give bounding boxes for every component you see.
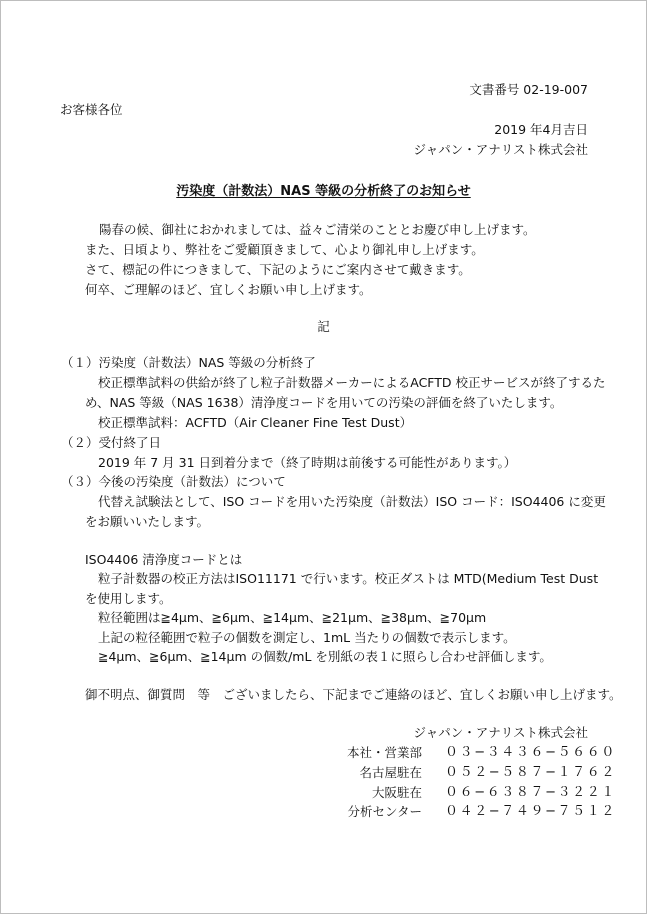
contact-phone: ０６−６３８７−３２２１ — [445, 785, 616, 800]
contact-label: 名古屋駐在 — [359, 765, 422, 780]
contact-phone: ０５２−５８７−１７６２ — [445, 765, 616, 780]
greeting-line-1: 陽春の候、御社におかれましては、益々ご清栄のこととお慶び申し上げます。 — [99, 222, 536, 237]
iso-line-5: ≧4μm、≧6μm、≧14μm の個数/mL を別紙の表１に照らし合わせ評価します。 — [98, 649, 552, 664]
iso-line-2: を使用します。 — [85, 591, 172, 606]
issue-date: 2019 年4月吉日 — [494, 122, 588, 137]
document-title — [1, 180, 646, 199]
closing-line: 御不明点、御質問 等 ございましたら、下記までご連絡のほど、宜しくお願い申し上げます。 — [85, 687, 622, 702]
contact-company: ジャパン・アナリスト株式会社 — [413, 725, 588, 740]
contact-label: 分析センター — [347, 804, 422, 819]
contact-row-osaka — [1, 785, 646, 802]
section-1-line-1: 校正標準試料の供給が終了し粒子計数器メーカーによるACFTD 校正サービスが終了するた — [98, 375, 606, 390]
document-title-text: 汚染度（計数法）NAS 等級の分析終了のお知らせ — [176, 184, 471, 199]
section-1-heading: （１）汚染度（計数法）NAS 等級の分析終了 — [61, 355, 316, 370]
iso-heading: ISO4406 清浄度コードとは — [85, 552, 243, 567]
contact-row-head-office — [1, 745, 646, 762]
section-3-heading: （３）今後の汚染度（計数法）について — [61, 474, 286, 489]
sender-company: ジャパン・アナリスト株式会社 — [413, 142, 588, 157]
section-1-line-2: め、NAS 等級（NAS 1638）清浄度コードを用いての汚染の評価を終了いたします。 — [85, 395, 563, 410]
document-number: 文書番号 02-19-007 — [469, 82, 588, 97]
greeting-line-2: また、日頃より、弊社をご愛顧頂きまして、心より御礼申し上げます。 — [85, 242, 484, 257]
section-2-line-1: 2019 年 7 月 31 日到着分まで（終了時期は前後する可能性があります。） — [98, 455, 517, 470]
greeting-line-4: 何卒、ご理解のほど、宜しくお願い申し上げます。 — [85, 282, 372, 297]
ki-marker: 記 — [317, 319, 330, 334]
contact-phone: ０３−３４３６−５６６０ — [445, 745, 616, 760]
contact-row-nagoya — [1, 765, 646, 782]
iso-line-1: 粒子計数器の校正方法はISO11171 で行います。校正ダストは MTD(Medium Test Dust — [98, 571, 599, 586]
greeting-line-3: さて、標記の件につきまして、下記のようにご案内させて戴きます。 — [85, 262, 471, 277]
section-1-line-3: 校正標準試料：ACFTD（Air Cleaner Fine Test Dust） — [98, 415, 413, 430]
section-3-line-1: 代替え試験法として、ISO コードを用いた汚染度（計数法）ISO コード：ISO4406 に変更 — [98, 494, 606, 509]
contact-label: 本社・営業部 — [346, 745, 422, 760]
section-2-heading: （２）受付終了日 — [61, 435, 162, 450]
section-3-line-2: をお願いいたします。 — [85, 514, 210, 529]
addressee: お客様各位 — [60, 102, 123, 117]
contact-row-analysis-center — [1, 804, 646, 821]
contact-label: 大阪駐在 — [371, 785, 422, 800]
contact-phone: ０４２−７４９−７５１２ — [445, 804, 616, 819]
iso-line-3: 粒径範囲は≧4μm、≧6μm、≧14μm、≧21μm、≧38μm、≧70μm — [98, 610, 487, 625]
iso-line-4: 上記の粒径範囲で粒子の個数を測定し、1mL 当たりの個数で表示します。 — [98, 630, 516, 645]
